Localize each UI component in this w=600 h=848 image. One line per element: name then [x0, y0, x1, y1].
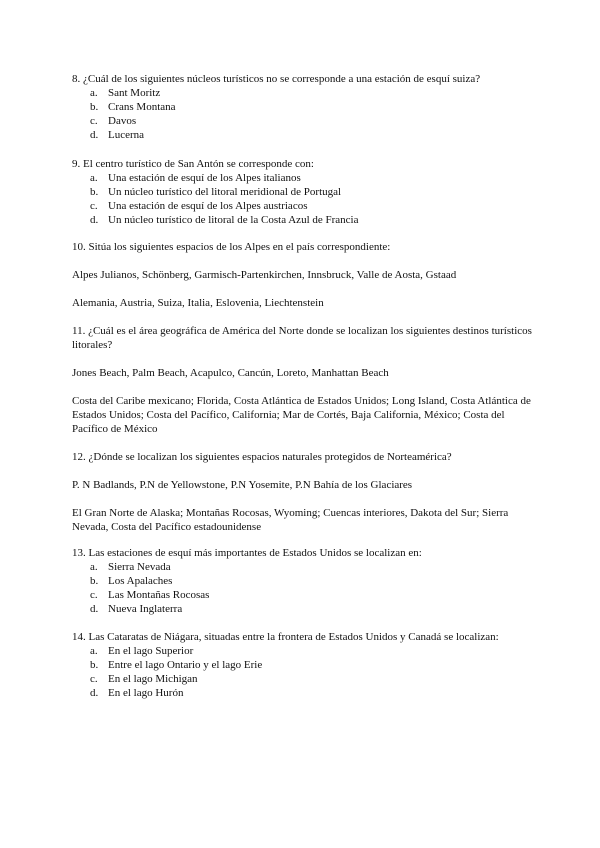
option-item: [72, 658, 542, 672]
option-letter: c.: [90, 115, 98, 127]
option-text: Entre el lago Ontario y el lago Erie: [108, 659, 263, 671]
option-item: [72, 185, 542, 199]
option-item: [72, 560, 542, 574]
option-letter: b.: [90, 659, 99, 671]
question-text: 14. Las Cataratas de Niágara, situadas entre la frontera de Estados Unidos y Canadá se localizan:: [72, 631, 499, 643]
option-list: [72, 171, 542, 227]
option-text: Crans Montana: [108, 101, 176, 113]
option-text: En el lago Michigan: [108, 673, 198, 685]
option-letter: d.: [90, 687, 99, 699]
option-letter: a.: [90, 87, 98, 99]
question-9: [72, 157, 542, 227]
option-text: Los Apalaches: [108, 575, 173, 587]
option-letter: a.: [90, 645, 98, 657]
question-8: [72, 72, 542, 142]
option-item: [72, 199, 542, 213]
option-text: Sant Moritz: [108, 87, 161, 99]
option-item: [72, 686, 542, 700]
option-letter: d.: [90, 129, 99, 141]
question-text: 9. El centro turístico de San Antón se corresponde con:: [72, 158, 314, 170]
option-letter: b.: [90, 575, 99, 587]
option-item: [72, 114, 542, 128]
question-11-areas: Costa del Caribe mexicano; Florida, Costa Atlántica de Estados Unidos; Long Island, Costa Atlántica de Estados Unidos; Costa del Pacífico, California; Mar de Cortés, Baja California, México; Costa del Pacífico de México: [72, 395, 531, 435]
option-item: [72, 672, 542, 686]
option-item: [72, 574, 542, 588]
option-letter: d.: [90, 603, 99, 615]
option-item: [72, 128, 542, 142]
question-12-text: 12. ¿Dónde se localizan los siguientes espacios naturales protegidos de Norteamérica?: [72, 451, 452, 463]
question-10-text: 10. Sitúa los siguientes espacios de los Alpes en el país correspondiente:: [72, 241, 391, 253]
option-list: [72, 86, 542, 142]
option-letter: c.: [90, 673, 98, 685]
option-text: En el lago Superior: [108, 645, 194, 657]
option-item: [72, 86, 542, 100]
option-text: Un núcleo turístico de litoral de la Costa Azul de Francia: [108, 214, 359, 226]
question-12-areas: El Gran Norte de Alaska; Montañas Rocosas, Wyoming; Cuencas interiores, Dakota del Sur; Sierra Nevada, Costa del Pacífico estadounidense: [72, 507, 509, 533]
option-text: Un núcleo turístico del litoral meridional de Portugal: [108, 186, 342, 198]
question-14: [72, 630, 542, 700]
option-letter: b.: [90, 101, 99, 113]
option-item: [72, 100, 542, 114]
question-text: 8. ¿Cuál de los siguientes núcleos turísticos no se corresponde a una estación de esquí suiza?: [72, 73, 481, 85]
option-letter: a.: [90, 561, 98, 573]
question-11-text: 11. ¿Cuál es el área geográfica de América del Norte donde se localizan los siguientes destinos turísticos litorales?: [72, 325, 532, 351]
question-10-places: Alpes Julianos, Schönberg, Garmisch-Partenkirchen, Innsbruck, Valle de Aosta, Gstaad: [72, 269, 457, 281]
question-11-places: Jones Beach, Palm Beach, Acapulco, Cancún, Loreto, Manhattan Beach: [72, 367, 389, 379]
option-letter: b.: [90, 186, 99, 198]
option-text: Nueva Inglaterra: [108, 603, 183, 615]
option-letter: c.: [90, 589, 98, 601]
option-text: Lucerna: [108, 129, 145, 141]
option-text: Una estación de esquí de los Alpes austriacos: [108, 200, 308, 212]
option-text: En el lago Hurón: [108, 687, 184, 699]
option-text: Davos: [108, 115, 137, 127]
option-text: Una estación de esquí de los Alpes italianos: [108, 172, 301, 184]
option-list: [72, 560, 542, 616]
question-12-places: P. N Badlands, P.N de Yellowstone, P.N Yosemite, P.N Bahía de los Glaciares: [72, 479, 413, 491]
question-10-countries: Alemania, Austria, Suiza, Italia, Eslovenia, Liechtenstein: [72, 297, 324, 309]
option-letter: a.: [90, 172, 98, 184]
option-item: [72, 602, 542, 616]
question-text: 13. Las estaciones de esquí más importantes de Estados Unidos se localizan en:: [72, 547, 422, 559]
option-list: [72, 644, 542, 700]
option-letter: d.: [90, 214, 99, 226]
option-item: [72, 588, 542, 602]
option-item: [72, 171, 542, 185]
question-13: [72, 546, 542, 616]
option-text: Sierra Nevada: [108, 561, 171, 573]
option-item: [72, 213, 542, 227]
option-item: [72, 644, 542, 658]
option-text: Las Montañas Rocosas: [108, 589, 210, 601]
option-letter: c.: [90, 200, 98, 212]
